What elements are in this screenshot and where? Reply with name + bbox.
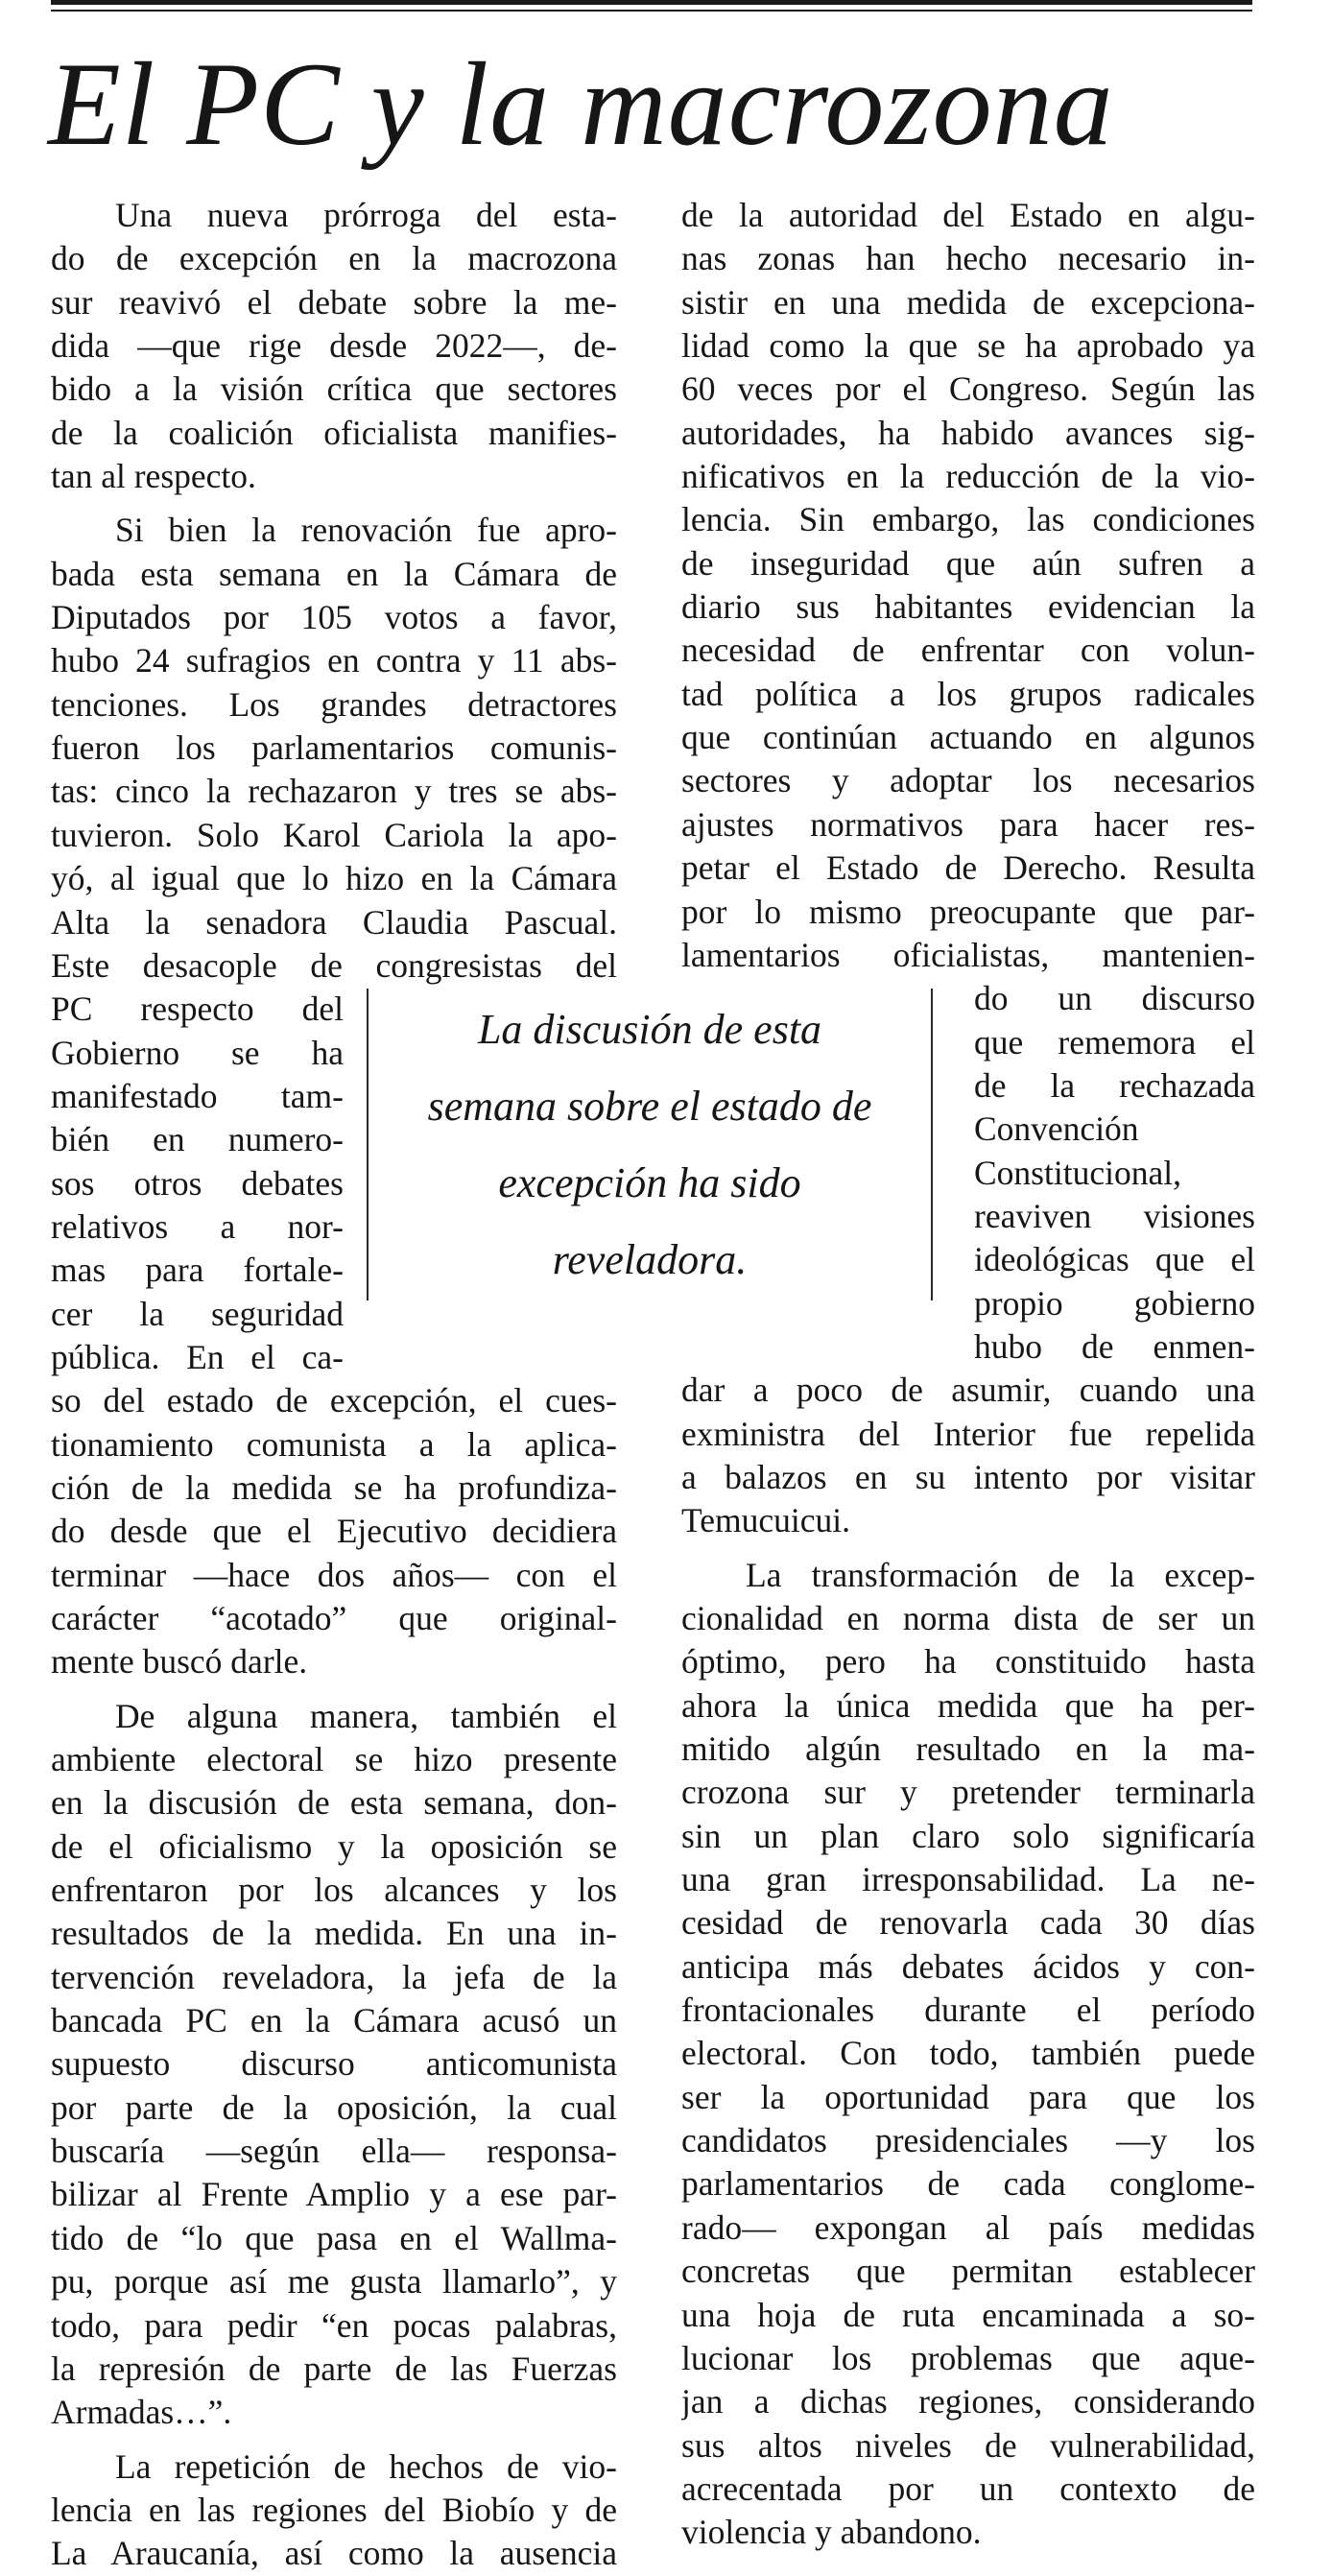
body-line: ser la oportunidad para que los — [681, 2077, 1255, 2116]
body-line: manifestado tam- — [51, 1076, 344, 1115]
body-line: Diputados por 105 votos a favor, — [51, 598, 617, 637]
body-line: tan al respecto. — [51, 457, 256, 496]
body-line: electoral. Con todo, también puede — [681, 2034, 1255, 2073]
body-line: de la coalición oficialista manifies- — [51, 413, 617, 452]
body-line: sin un plan claro solo significaría — [681, 1816, 1255, 1855]
body-line: mas para fortale- — [51, 1251, 344, 1290]
body-line: enfrentaron por los alcances y los — [51, 1871, 617, 1910]
body-line: bada esta semana en la Cámara de — [51, 554, 617, 593]
body-line: terminar —hace dos años— con el — [51, 1555, 617, 1594]
body-line: supuesto discurso anticomunista — [51, 2044, 617, 2084]
body-line: por lo mismo preocupante que par- — [681, 892, 1255, 931]
body-line: resultados de la medida. En una in- — [51, 1914, 617, 1953]
body-line: Alta la senadora Claudia Pascual. — [51, 902, 617, 942]
body-line: do desde que el Ejecutivo decidiera — [51, 1512, 617, 1551]
body-line: de la autoridad del Estado en algu- — [681, 196, 1255, 234]
pull-quote-text — [409, 991, 892, 1299]
body-line: tervención reveladora, la jefa de la — [51, 1957, 617, 1996]
body-line: hubo 24 sufragios en contra y 11 abs- — [51, 641, 617, 680]
body-line: violencia y abandono. — [681, 2513, 982, 2552]
body-line: propio gobierno — [974, 1283, 1255, 1323]
body-line: autoridades, ha habido avances sig- — [681, 413, 1255, 452]
body-line: fueron los parlamentarios comunis- — [51, 728, 617, 768]
body-line: sus altos niveles de vulnerabilidad, — [681, 2425, 1255, 2465]
body-line: sectores y adoptar los necesarios — [681, 761, 1255, 800]
body-line: lencia en las regiones del Biobío y de — [51, 2490, 617, 2529]
top-rule-thick — [51, 0, 1252, 5]
body-line: lucionar los problemas que aque- — [681, 2338, 1255, 2377]
body-line: todo, para pedir “en pocas palabras, — [51, 2305, 617, 2345]
body-line: de inseguridad que aún sufren a — [681, 543, 1255, 583]
body-line: Este desacople de congresistas del — [51, 945, 617, 985]
body-line: óptimo, pero ha constituido hasta — [681, 1642, 1255, 1682]
body-line: Temucuicui. — [681, 1501, 850, 1540]
body-line: Armadas…”. — [51, 2393, 232, 2432]
body-line: De alguna manera, también el — [115, 1696, 617, 1735]
body-line: jan a dichas regiones, considerando — [681, 2382, 1255, 2421]
body-line: ahora la única medida que ha per- — [681, 1685, 1255, 1725]
body-line: la represión de parte de las Fuerzas — [51, 2349, 617, 2388]
body-line: carácter “acotado” que original- — [51, 1599, 617, 1637]
body-line: que continúan actuando en algunos — [681, 718, 1255, 757]
body-line: bién en numero- — [51, 1120, 344, 1159]
body-line: ambiente electoral se hizo presente — [51, 1740, 617, 1779]
body-line: petar el Estado de Derecho. Resulta — [681, 848, 1255, 888]
body-line: sos otros debates — [51, 1163, 344, 1203]
body-line: necesidad de enfrentar con volun- — [681, 631, 1255, 670]
pull-quote-line: semana sobre el estado de — [427, 1082, 872, 1130]
article-headline: El PC y la macrozona — [48, 38, 1114, 170]
body-line: parlamentarios de cada conglome- — [681, 2164, 1255, 2204]
body-line: Convención — [974, 1109, 1139, 1149]
body-line: bido a la visión crítica que sectores — [51, 370, 617, 409]
body-line: tionamiento comunista a la aplica- — [51, 1424, 617, 1464]
body-line: La Araucanía, así como la ausencia — [51, 2534, 617, 2573]
body-line: La repetición de hechos de vio- — [115, 2446, 617, 2486]
body-line: pública. En el ca- — [51, 1337, 344, 1376]
body-line: La transformación de la excep- — [746, 1555, 1255, 1594]
body-line: acrecentada por un contexto de — [681, 2469, 1255, 2508]
body-line: tido de “lo que pasa en el Wallma- — [51, 2218, 617, 2257]
body-line: lamentarios oficialistas, mantenien- — [681, 935, 1255, 974]
body-line: candidatos presidenciales —y los — [681, 2121, 1255, 2160]
body-line: Si bien la renovación fue apro- — [115, 511, 617, 550]
body-line: anticipa más debates ácidos y con- — [681, 1946, 1255, 1986]
body-line: ción de la medida se ha profundiza- — [51, 1467, 617, 1507]
body-line: crozona sur y pretender terminarla — [681, 1773, 1255, 1812]
body-line: Constitucional, — [974, 1153, 1181, 1192]
body-line: exministra del Interior fue repelida — [681, 1414, 1255, 1453]
body-line: mente buscó darle. — [51, 1642, 308, 1682]
body-line: 60 veces por el Congreso. Según las — [681, 370, 1255, 409]
left-column — [51, 194, 617, 2576]
pull-quote — [367, 989, 933, 1300]
body-line: hubo de enmen- — [974, 1326, 1255, 1366]
body-line: yó, al igual que lo hizo en la Cámara — [51, 859, 617, 898]
body-line: tad política a los grupos radicales — [681, 674, 1255, 713]
body-line: ajustes normativos para hacer res- — [681, 804, 1255, 844]
right-column — [681, 194, 1255, 2555]
body-line: so del estado de excepción, el cues- — [51, 1381, 617, 1420]
body-line: una hoja de ruta encaminada a so- — [681, 2295, 1255, 2334]
body-line: relativos a nor- — [51, 1206, 344, 1246]
body-line: cer la seguridad — [51, 1294, 344, 1333]
body-line: en la discusión de esta semana, don- — [51, 1783, 617, 1823]
body-line: frontacionales durante el período — [681, 1991, 1255, 2030]
body-line: de la rechazada — [974, 1065, 1255, 1105]
body-line: dida —que rige desde 2022—, de- — [51, 326, 617, 366]
body-line: concretas que permitan establecer — [681, 2252, 1255, 2291]
pull-quote-line: La discusión de esta — [477, 1005, 822, 1053]
pull-quote-line: reveladora. — [552, 1235, 748, 1283]
body-line: reaviven visiones — [974, 1196, 1255, 1235]
body-line: lidad como la que se ha aprobado ya — [681, 326, 1255, 366]
body-line: pu, porque así me gusta llamarlo”, y — [51, 2262, 617, 2302]
body-line: cesidad de renovarla cada 30 días — [681, 1903, 1255, 1943]
body-line: cionalidad en norma dista de ser un — [681, 1599, 1255, 1637]
body-line: una gran irresponsabilidad. La ne- — [681, 1860, 1255, 1899]
body-line: tas: cinco la rechazaron y tres se abs- — [51, 772, 617, 811]
body-line: a balazos en su intento por visitar — [681, 1457, 1255, 1496]
body-line: PC respecto del — [51, 990, 344, 1029]
body-line: buscaría —según ella— responsa- — [51, 2132, 617, 2171]
body-line: ideológicas que el — [974, 1240, 1255, 1279]
top-rule-thin — [51, 10, 1252, 12]
body-line: sistir en una medida de excepciona- — [681, 282, 1255, 322]
body-line: mitido algún resultado en la ma- — [681, 1729, 1255, 1769]
body-line: nas zonas han hecho necesario in- — [681, 239, 1255, 278]
pull-quote-line: excepción ha sido — [498, 1158, 801, 1206]
body-line: Una nueva prórroga del esta- — [115, 196, 617, 234]
body-line: tenciones. Los grandes detractores — [51, 684, 617, 724]
body-line: lencia. Sin embargo, las condiciones — [681, 500, 1255, 539]
body-line: que rememora el — [974, 1022, 1255, 1061]
body-line: bancada PC en la Cámara acusó un — [51, 2001, 617, 2040]
body-line: Gobierno se ha — [51, 1033, 344, 1072]
body-line: do un discurso — [974, 979, 1255, 1018]
body-line: de el oficialismo y la oposición se — [51, 1826, 617, 1866]
body-line: nificativos en la reducción de la vio- — [681, 457, 1255, 496]
body-line: do de excepción en la macrozona — [51, 239, 617, 278]
body-line: diario sus habitantes evidencian la — [681, 587, 1255, 627]
body-line: rado— expongan al país medidas — [681, 2207, 1255, 2247]
body-line: bilizar al Frente Amplio y a ese par- — [51, 2175, 617, 2214]
body-line: por parte de la oposición, la cual — [51, 2087, 617, 2127]
body-line: dar a poco de asumir, cuando una — [681, 1371, 1255, 1410]
body-line: sur reavivó el debate sobre la me- — [51, 282, 617, 322]
body-line: tuvieron. Solo Karol Cariola la apo- — [51, 815, 617, 854]
